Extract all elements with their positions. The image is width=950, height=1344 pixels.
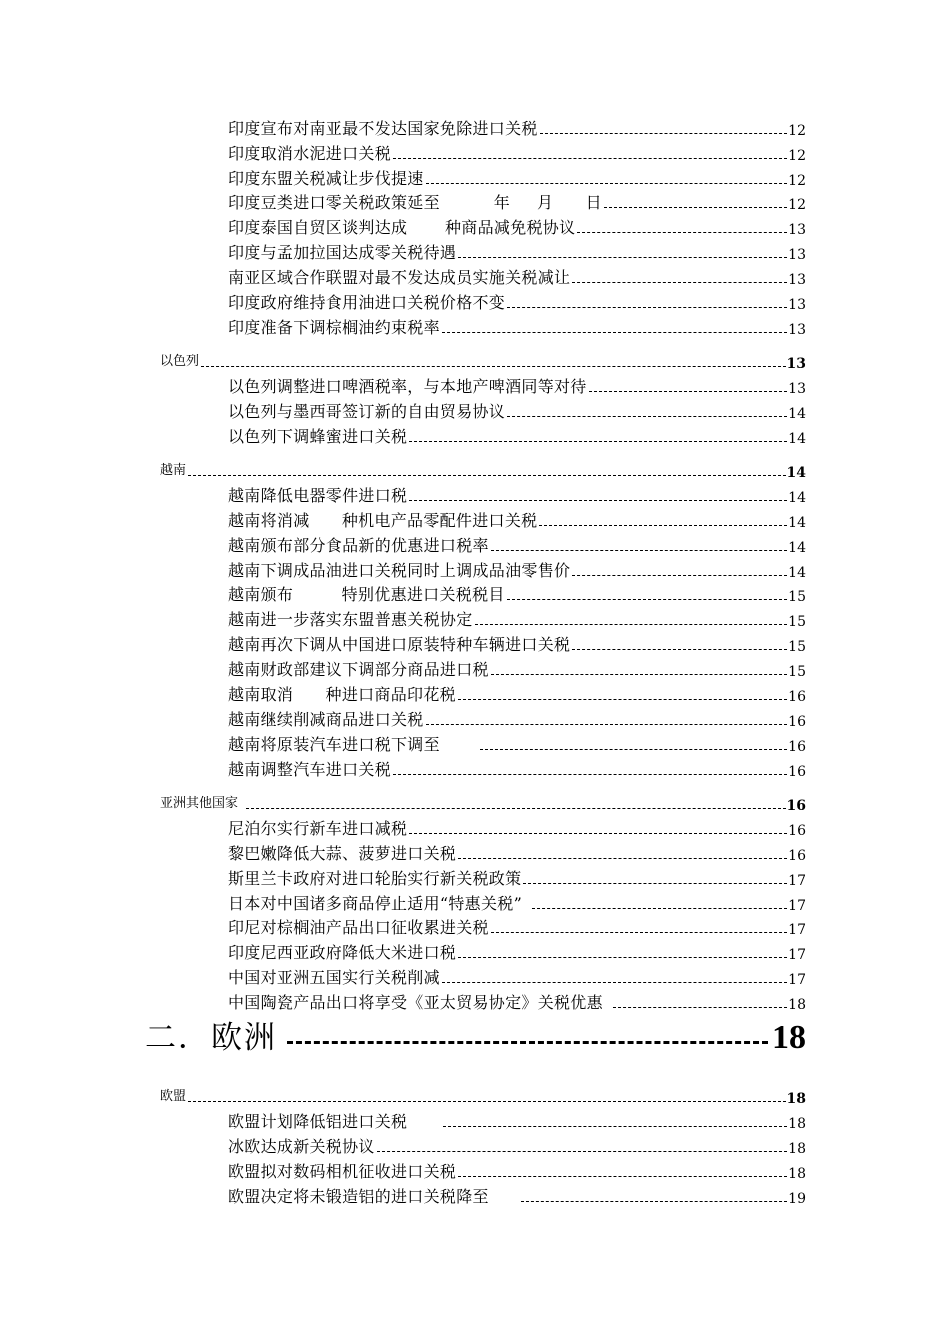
dot-leader	[409, 833, 787, 834]
toc-entry-title: 冰欧达成新关税协议	[228, 1137, 375, 1156]
toc-entry-title: 印度与孟加拉国达成零关税待遇	[228, 243, 457, 262]
dot-leader	[507, 416, 787, 417]
toc-entry-page: 16	[788, 823, 806, 839]
dot-leader	[188, 475, 786, 476]
toc-entry[interactable]	[228, 757, 806, 781]
toc-entry[interactable]	[228, 424, 806, 448]
toc-entry-title: 印度豆类进口零关税政策延至 年 月 日	[228, 193, 602, 212]
dot-leader	[426, 183, 788, 184]
toc-entry-title: 日本对中国诸多商品停止适用“特惠关税”	[228, 894, 523, 913]
toc-entry-title: 印尼对棕榈油产品出口征收累进关税	[228, 918, 489, 937]
toc-section-page: 13	[786, 356, 806, 372]
toc-entry[interactable]	[228, 1159, 806, 1183]
toc-entry[interactable]	[228, 558, 806, 582]
toc-entry-title: 印度宣布对南亚最不发达国家免除进口关税	[228, 119, 538, 138]
toc-entry-title: 越南继续削减商品进口关税	[228, 710, 424, 729]
toc-entry-page: 14	[788, 406, 806, 422]
toc-entry[interactable]	[228, 315, 806, 339]
dot-leader	[539, 525, 787, 526]
toc-entry[interactable]	[228, 940, 806, 964]
toc-entry-page: 13	[788, 322, 806, 338]
toc-entry-title: 中国对亚洲五国实行关税削减	[228, 968, 440, 987]
toc-entry[interactable]	[228, 374, 806, 398]
toc-entry-page: 13	[788, 272, 806, 288]
toc-entry-page: 18	[788, 997, 806, 1013]
toc-entry[interactable]	[228, 240, 806, 264]
toc-entry-title: 越南进一步落实东盟普惠关税协定	[228, 610, 473, 629]
dot-leader	[409, 441, 787, 442]
toc-entry-title: 越南将原装汽车进口税下调至	[228, 735, 440, 754]
toc-chapter-title: 二．欧洲	[145, 1020, 277, 1056]
toc-entry-page: 12	[788, 148, 806, 164]
toc-entry-title: 南亚区域合作联盟对最不发达成员实施关税减让	[228, 268, 571, 287]
dot-leader	[589, 391, 788, 392]
toc-entry-title: 印度准备下调棕榈油约束税率	[228, 318, 440, 337]
toc-entry-page: 17	[788, 898, 806, 914]
dot-leader	[201, 366, 786, 367]
dot-leader	[458, 858, 787, 859]
dot-leader	[604, 207, 787, 208]
toc-entry[interactable]	[228, 841, 806, 865]
dot-leader	[442, 982, 787, 983]
dot-leader	[246, 808, 786, 809]
toc-entry[interactable]	[228, 732, 806, 756]
toc-entry[interactable]	[228, 508, 806, 532]
toc-entry-title: 越南颁布部分食品新的优惠进口税率	[228, 536, 489, 555]
toc-entry-page: 18	[788, 1141, 806, 1157]
toc-section-other-asia[interactable]	[160, 791, 806, 815]
toc-entry-page: 14	[788, 565, 806, 581]
toc-entry-title: 以色列下调蜂蜜进口关税	[228, 427, 408, 446]
toc-section-page: 18	[786, 1091, 806, 1107]
toc-entry-title: 越南将消减 种机电产品零配件进口关税	[228, 511, 538, 530]
dot-leader	[540, 133, 787, 134]
dot-leader	[426, 724, 788, 725]
toc-section-israel[interactable]	[160, 349, 806, 373]
dot-leader	[572, 282, 787, 283]
dot-leader	[507, 307, 787, 308]
dot-leader	[442, 332, 787, 333]
toc-entry[interactable]	[228, 707, 806, 731]
toc-entry-page: 15	[788, 639, 806, 655]
toc-entry-page: 14	[788, 540, 806, 556]
toc-section-vietnam[interactable]	[160, 458, 806, 482]
dot-leader	[287, 1041, 768, 1044]
toc-entry[interactable]	[228, 190, 806, 214]
dot-leader	[458, 257, 787, 258]
toc-entry-page: 15	[788, 589, 806, 605]
toc-entry-page: 13	[788, 247, 806, 263]
dot-leader	[532, 908, 787, 909]
toc-entry[interactable]	[228, 1134, 806, 1158]
dot-leader	[393, 158, 787, 159]
toc-entry-page: 16	[788, 739, 806, 755]
toc-entry-page: 12	[788, 123, 806, 139]
toc-entry-page: 15	[788, 664, 806, 680]
dot-leader	[491, 674, 787, 675]
toc-entry-title: 斯里兰卡政府对进口轮胎实行新关税政策	[228, 869, 522, 888]
toc-entry[interactable]	[228, 891, 806, 915]
toc-entry[interactable]	[228, 816, 806, 840]
toc-section-title: 越南	[160, 463, 187, 478]
toc-entry[interactable]	[228, 1109, 806, 1133]
dot-leader	[572, 575, 787, 576]
dot-leader	[458, 1176, 787, 1177]
toc-entry[interactable]	[228, 215, 806, 239]
toc-entry-page: 16	[788, 848, 806, 864]
toc-entry-page: 12	[788, 173, 806, 189]
toc-entry-page: 13	[788, 222, 806, 238]
dot-leader	[377, 1151, 787, 1152]
dot-leader	[523, 883, 787, 884]
dot-leader	[507, 599, 787, 600]
toc-entry-title: 欧盟拟对数码相机征收进口关税	[228, 1162, 457, 1181]
toc-entry[interactable]	[228, 682, 806, 706]
dot-leader	[393, 774, 787, 775]
toc-entry-title: 越南取消 种进口商品印花税	[228, 685, 456, 704]
toc-entry[interactable]	[228, 533, 806, 557]
dot-leader	[491, 550, 787, 551]
toc-entry-title: 越南财政部建议下调部分商品进口税	[228, 660, 489, 679]
toc-entry-title: 越南再次下调从中国进口原装特种车辆进口关税	[228, 635, 571, 654]
toc-entry-title: 以色列与墨西哥签订新的自由贸易协议	[228, 402, 506, 421]
dot-leader	[188, 1101, 786, 1102]
toc-entry-page: 14	[788, 515, 806, 531]
toc-entry-title: 中国陶瓷产品出口将享受《亚太贸易协定》关税优惠	[228, 993, 603, 1012]
toc-entry[interactable]	[228, 657, 806, 681]
toc-entry-title: 印度政府维持食用油进口关税价格不变	[228, 293, 506, 312]
toc-entry-title: 印度取消水泥进口关税	[228, 144, 392, 163]
toc-entry-page: 17	[788, 873, 806, 889]
toc-entry-title: 越南降低电器零件进口税	[228, 486, 408, 505]
toc-entry[interactable]	[228, 965, 806, 989]
toc-section-title: 以色列	[160, 354, 200, 369]
toc-entry-page: 13	[788, 297, 806, 313]
toc-chapter-europe[interactable]	[145, 1012, 806, 1058]
dot-leader	[521, 1201, 787, 1202]
dot-leader	[443, 1126, 787, 1127]
toc-entry[interactable]	[228, 582, 806, 606]
dot-leader	[613, 1007, 787, 1008]
toc-entry-title: 以色列调整进口啤酒税率，与本地产啤酒同等对待	[228, 377, 587, 396]
toc-entry-title: 越南下调成品油进口关税同时上调成品油零售价	[228, 561, 571, 580]
toc-entry[interactable]	[228, 632, 806, 656]
toc-entry-page: 16	[788, 764, 806, 780]
dot-leader	[480, 749, 787, 750]
toc-section-title: 欧盟	[160, 1089, 187, 1104]
toc-entry-title: 尼泊尔实行新车进口减税	[228, 819, 408, 838]
toc-entry-page: 18	[788, 1166, 806, 1182]
toc-entry[interactable]	[228, 990, 806, 1014]
toc-section-title: 亚洲其他国家	[160, 796, 239, 811]
toc-entry[interactable]	[228, 116, 806, 140]
dot-leader	[577, 232, 787, 233]
toc-entry-title: 越南颁布 特别优惠进口关税税目	[228, 585, 505, 604]
dot-leader	[572, 649, 787, 650]
toc-entry[interactable]	[228, 265, 806, 289]
dot-leader	[475, 624, 788, 625]
dot-leader	[491, 932, 787, 933]
toc-section-eu[interactable]	[160, 1084, 806, 1108]
toc-entry-page: 17	[788, 972, 806, 988]
toc-entry-page: 16	[788, 714, 806, 730]
toc-entry-page: 12	[788, 197, 806, 213]
toc-entry[interactable]	[228, 1184, 806, 1208]
dot-leader	[458, 699, 787, 700]
toc-entry-page: 18	[788, 1116, 806, 1132]
toc-entry-page: 15	[788, 614, 806, 630]
toc-entry-page: 17	[788, 922, 806, 938]
toc-entry-title: 黎巴嫩降低大蒜、菠萝进口关税	[228, 844, 457, 863]
toc-entry-title: 欧盟决定将未锻造铝的进口关税降至	[228, 1187, 489, 1206]
toc-entry-title: 越南调整汽车进口关税	[228, 760, 392, 779]
toc-entry-page: 19	[788, 1191, 806, 1207]
toc-entry[interactable]	[228, 915, 806, 939]
toc-entry-title: 印度泰国自贸区谈判达成 种商品减免税协议	[228, 218, 576, 237]
toc-entry-page: 17	[788, 947, 806, 963]
dot-leader	[458, 957, 787, 958]
toc-entry[interactable]	[228, 166, 806, 190]
toc-entry[interactable]	[228, 607, 806, 631]
toc-entry[interactable]	[228, 399, 806, 423]
toc-entry-page: 16	[788, 689, 806, 705]
toc-entry-page: 14	[788, 431, 806, 447]
toc-entry[interactable]	[228, 290, 806, 314]
toc-entry[interactable]	[228, 141, 806, 165]
toc-section-page: 14	[786, 465, 806, 481]
toc-chapter-page: 18	[772, 1019, 806, 1056]
toc-entry-page: 14	[788, 490, 806, 506]
toc-entry-page: 13	[788, 381, 806, 397]
toc-entry[interactable]	[228, 483, 806, 507]
toc-entry[interactable]	[228, 866, 806, 890]
dot-leader	[409, 500, 787, 501]
toc-entry-title: 印度东盟关税减让步伐提速	[228, 169, 424, 188]
toc-section-page: 16	[786, 798, 806, 814]
toc-entry-title: 欧盟计划降低铝进口关税	[228, 1112, 408, 1131]
toc-entry-title: 印度尼西亚政府降低大米进口税	[228, 943, 457, 962]
